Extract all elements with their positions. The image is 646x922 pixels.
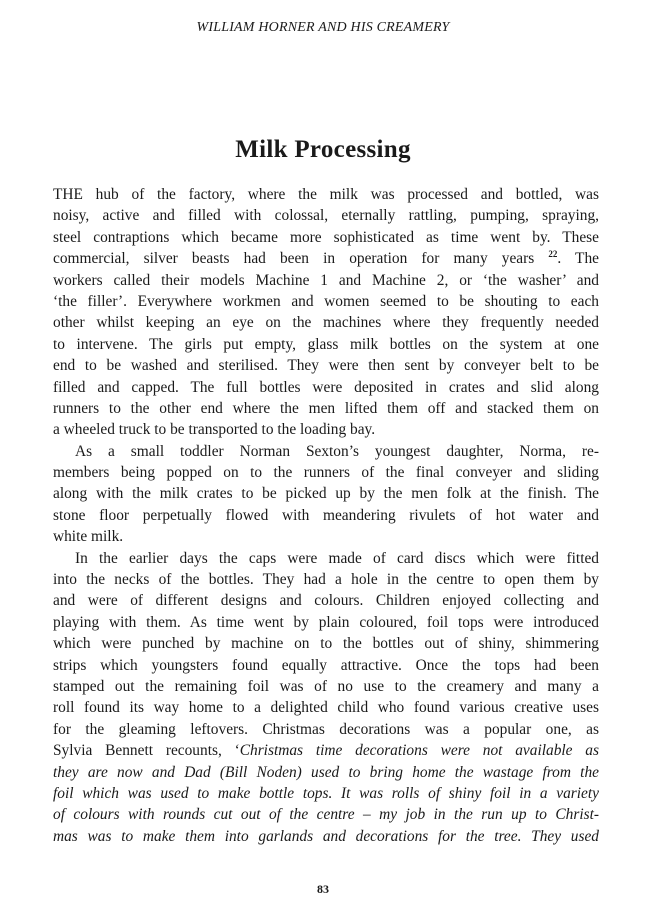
- text-fragment: . The: [557, 250, 599, 268]
- text-line: and were of different designs and colours. Children enjoyed collecting and: [53, 592, 599, 610]
- text-line: noisy, active and filled with colossal, eternally rattling, pumping, spraying,: [53, 207, 599, 225]
- text-line: [53, 248, 599, 269]
- text-line: workers called their models Machine 1 and Machine 2, or ‘the washer’ and: [53, 271, 599, 289]
- text-line: other whilst keeping an eye on the machines where they frequently needed: [53, 314, 599, 332]
- text-line: to intervene. The girls put empty, glass milk bottles on the system at one: [53, 335, 599, 353]
- quote-fragment: Christmas time decorations were not available as: [239, 742, 599, 760]
- quote-line: foil which was used to make bottle tops. It was rolls of shiny foil in a variety: [53, 784, 599, 802]
- text-line: stamped out the remaining foil was of no use to the creamery and many a: [53, 677, 599, 695]
- text-line: THE hub of the factory, where the milk was processed and bottled, was: [53, 186, 599, 203]
- text-line: stone floor perpetually flowed with meandering rivulets of hot water and: [53, 506, 599, 524]
- text-line: runners to the other end where the men lifted them off and stacked them on: [53, 399, 599, 417]
- text-line: strips which youngsters found equally attractive. Once the tops had been: [53, 656, 599, 674]
- text-fragment: Sylvia Bennett recounts, ‘: [53, 742, 240, 760]
- quote-line: they are now and Dad (Bill Noden) used to bring home the wastage from the: [53, 763, 599, 781]
- running-head: WILLIAM HORNER AND HIS CREAMERY: [196, 20, 450, 35]
- page-number: 83: [317, 882, 329, 896]
- text-line: members being popped on to the runners of the final conveyer and sliding: [53, 464, 599, 482]
- text-line: a wheeled truck to be transported to the loading bay.: [53, 421, 376, 439]
- quote-line: of colours with rounds cut out of the centre – my job in the run up to Christ-: [53, 806, 599, 824]
- text-line: for the gleaming leftovers. Christmas decorations was a popular one, as: [53, 720, 599, 738]
- chapter-title: Milk Processing: [235, 136, 411, 163]
- body-text: [53, 184, 599, 847]
- text-line: which were punched by machine on to the bottles out of shiny, shimmering: [53, 635, 599, 653]
- quote-line: mas was to make them into garlands and decorations for the tree. They used: [53, 827, 599, 845]
- text-line: steel contraptions which became more sophisticated as time went by. These: [53, 228, 599, 246]
- text-line: into the necks of the bottles. They had a hole in the centre to open them by: [53, 571, 599, 589]
- text-line: playing with them. As time went by plain coloured, foil tops were introduced: [53, 613, 599, 631]
- text-line: ‘the filler’. Everywhere workmen and women seemed to be shouting to each: [53, 292, 599, 310]
- text-fragment: commercial, silver beasts had been in operation for many years: [53, 250, 535, 268]
- text-line: white milk.: [53, 528, 124, 546]
- text-line: As a small toddler Norman Sexton’s youngest daughter, Norma, re-: [75, 442, 599, 460]
- footnote-reference[interactable]: 22: [548, 249, 558, 260]
- text-line: [53, 740, 599, 761]
- text-line: roll found its way home to a delighted child who found various creative uses: [53, 699, 599, 717]
- text-line: In the earlier days the caps were made of card discs which were fitted: [75, 549, 599, 567]
- text-line: along with the milk crates to be picked up by the men folk at the finish. The: [53, 485, 599, 503]
- text-line: filled and capped. The full bottles were deposited in crates and slid along: [53, 378, 599, 396]
- text-line: end to be washed and sterilised. They were then sent by conveyer belt to be: [53, 357, 599, 375]
